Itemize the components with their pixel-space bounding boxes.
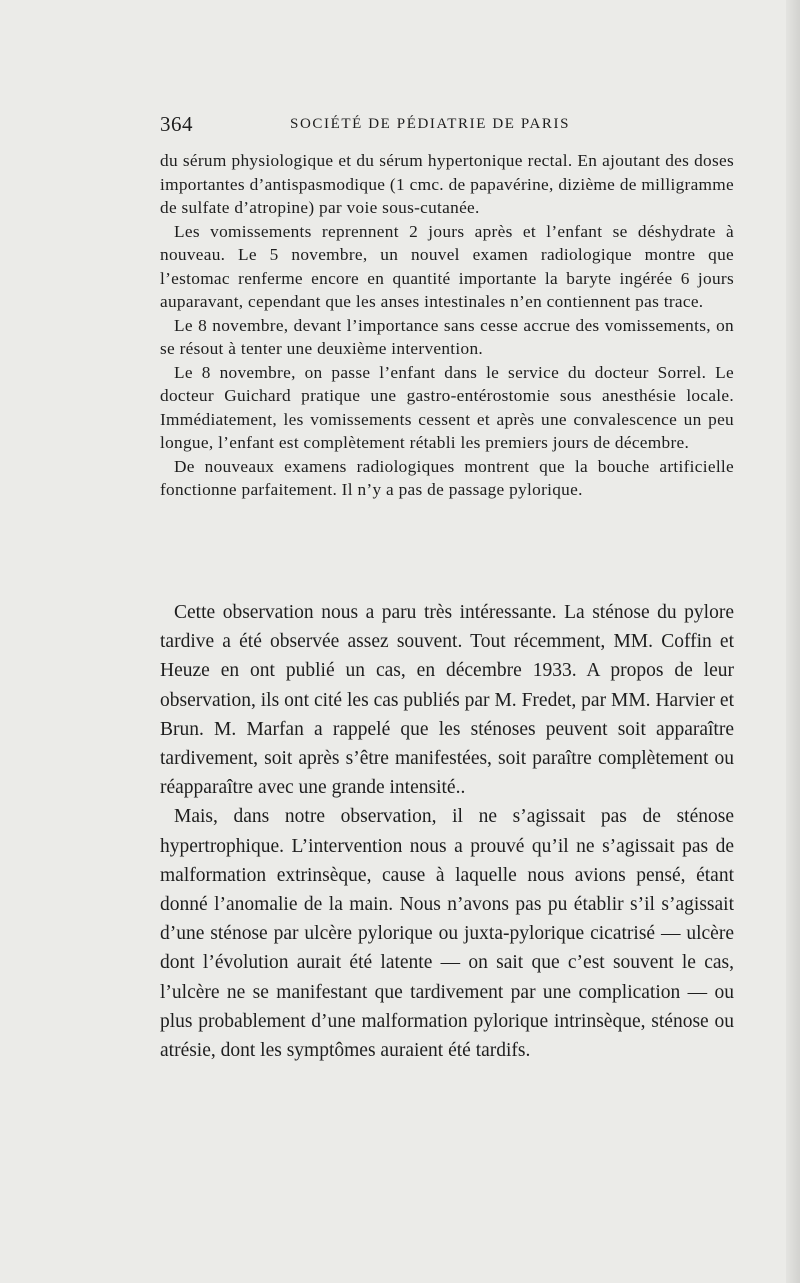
running-title: SOCIÉTÉ DE PÉDIATRIE DE PARIS — [290, 116, 571, 132]
page-edge — [786, 0, 800, 1283]
paragraph-continuation: du sérum physiologique et du sérum hypertonique rectal. En ajoutant des doses importantes d’antispasmodique (1 cmc. de papavérine, dizième de milligramme de sulfate d’atropine) par voie sous-cutanée. — [160, 151, 734, 217]
discussion-text — [160, 598, 734, 1065]
case-report-text — [160, 149, 734, 502]
paragraph-second-intervention-decision: Le 8 novembre, devant l’importance sans cesse accrue des vomissements, on se résout à tenter une deuxième intervention. — [160, 315, 734, 358]
paragraph-radiologic-followup: De nouveaux examens radiologiques montrent que la bouche artificielle fonctionne parfaitement. Il n’y a pas de passage pylorique. — [160, 456, 734, 499]
paragraph-gastro-enterostomy: Le 8 novembre, on passe l’enfant dans le service du docteur Sorrel. Le docteur Guichard pratique une gastro-entérostomie sous anesthésie locale. Immédiatement, les vomissements cessent et après une convalescence un peu longue, l’enfant est complètement rétabli les premiers jours de décembre. — [160, 362, 734, 452]
paragraph-discussion-intro: Cette observation nous a paru très intéressante. La sténose du pylore tardive a été observée assez souvent. Tout récemment, MM. Coffin et Heuze en ont publié un cas, en décembre 1933. A propos de leur observation, ils ont cité les cas publiés par M. Fredet, par MM. Harvier et Brun. M. Marfan a rappelé que les sténoses peuvent soit apparaître tardivement, soit après s’être manifestées, soit paraître complètement ou réapparaître avec une grande intensité.. — [160, 602, 734, 799]
paragraph-vomiting-resumes: Les vomissements reprennent 2 jours après et l’enfant se déshydrate à nouveau. Le 5 novembre, un nouvel examen radiologique montre que l’estomac renferme encore en quantité importante la baryte ingérée 6 jours auparavant, cependant que les anses intestinales n’en contiennent pas trace. — [160, 221, 734, 311]
page-number: 364 — [160, 112, 193, 136]
paragraph-discussion-cause: Mais, dans notre observation, il ne s’agissait pas de sténose hypertrophique. L’intervention nous a prouvé qu’il ne s’agissait pas de malformation extrinsèque, cause à laquelle nous avions pensé, étant donné l’anomalie de la main. Nous n’avons pas pu établir s’il s’agissait d’une sténose par ulcère pylorique ou juxta-pylorique cicatrisé — ulcère dont l’évolution aurait été latente — on sait que c’est souvent le cas, l’ulcère ne se manifestant que tardivement par une complication — ou plus probablement d’une malformation pylorique intrinsèque, sténose ou atrésie, dont les symptômes auraient été tardifs. — [160, 806, 734, 1062]
page-header — [160, 112, 734, 140]
